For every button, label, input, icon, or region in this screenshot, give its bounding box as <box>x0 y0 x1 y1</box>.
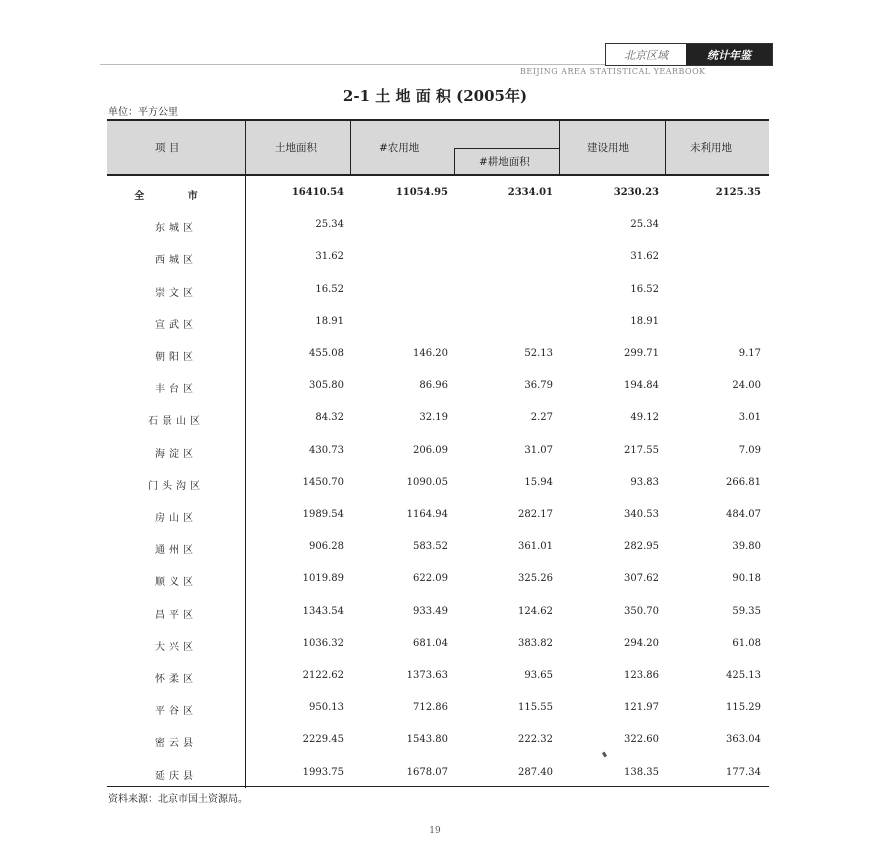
cell-land: 1993.75 <box>302 766 344 778</box>
cell-cons: 299.71 <box>624 348 659 359</box>
cell-arable: 325.26 <box>518 573 553 585</box>
table-row <box>107 661 769 693</box>
cell-land: 1343.54 <box>302 605 344 617</box>
cell-agri: 681.04 <box>413 637 448 649</box>
cell-agri: 1090.05 <box>406 476 448 488</box>
cell-land: 25.34 <box>315 219 344 231</box>
cell-cons: 217.55 <box>624 444 659 456</box>
cell-arable: 15.94 <box>524 476 553 488</box>
cell-agri: 1678.07 <box>406 766 448 778</box>
cell-land: 1450.70 <box>302 476 344 488</box>
cell-arable: 124.62 <box>518 605 553 617</box>
cell-unused: 61.08 <box>732 637 761 649</box>
cell-land: 2122.62 <box>302 670 344 681</box>
cell-agri: 1543.80 <box>406 734 448 746</box>
cell-unused: 3.01 <box>738 412 761 424</box>
cell-agri: 712.86 <box>413 702 448 714</box>
table-row <box>107 339 769 371</box>
cell-agri: 583.52 <box>413 541 448 553</box>
cell-arable: 361.01 <box>518 541 553 553</box>
cell-arable: 115.55 <box>518 702 553 714</box>
cell-unused: 2125.35 <box>715 187 761 198</box>
cell-agri: 1164.94 <box>406 509 448 520</box>
col-header-item: 项 目 <box>155 142 180 154</box>
header-divider <box>665 121 666 174</box>
cell-cons: 340.53 <box>624 509 659 520</box>
table-title: 2-1 土 地 面 积 (2005年) <box>342 87 528 105</box>
row-label: 顺义区 <box>155 577 197 589</box>
cell-land: 16410.54 <box>291 187 344 198</box>
row-label: 丰台区 <box>155 384 197 396</box>
row-label: 全 市 <box>134 191 218 202</box>
table-row <box>107 210 769 242</box>
cell-cons: 31.62 <box>630 251 659 263</box>
row-label: 西城区 <box>155 255 197 267</box>
table-row <box>107 532 769 564</box>
table-row <box>107 371 769 403</box>
cell-unused: 425.13 <box>726 670 761 681</box>
cell-cons: 123.86 <box>624 670 659 681</box>
table-row <box>107 725 769 757</box>
row-label: 怀柔区 <box>155 674 197 685</box>
header-rule <box>100 64 605 65</box>
cell-cons: 121.97 <box>624 702 659 714</box>
cell-arable: 93.65 <box>524 670 553 681</box>
cell-land: 1036.32 <box>302 637 344 649</box>
cell-cons: 194.84 <box>624 380 659 392</box>
cell-agri: 206.09 <box>413 444 448 456</box>
header-divider <box>559 121 560 174</box>
cell-land: 1989.54 <box>302 509 344 520</box>
cell-land: 31.62 <box>315 251 344 263</box>
yearbook-header-badge <box>605 43 773 66</box>
cell-cons: 25.34 <box>630 219 659 231</box>
cell-land: 430.73 <box>309 444 344 456</box>
source-note: 资料来源：北京市国土资源局。 <box>108 794 248 805</box>
col-header-construction: 建设用地 <box>587 142 629 154</box>
cell-unused: 59.35 <box>732 605 761 617</box>
cell-cons: 294.20 <box>624 637 659 649</box>
cell-arable: 36.79 <box>524 380 553 392</box>
cell-arable: 287.40 <box>518 766 553 778</box>
cell-arable: 31.07 <box>524 444 553 456</box>
cell-arable: 2.27 <box>530 412 553 424</box>
col-header-land-area: 土地面积 <box>275 142 317 154</box>
cell-cons: 18.91 <box>630 315 659 327</box>
col-header-unused: 未利用地 <box>690 142 732 154</box>
table-row <box>107 693 769 725</box>
table-row <box>107 307 769 339</box>
table-bottom-rule <box>107 786 769 787</box>
table-row <box>107 275 769 307</box>
cell-agri: 86.96 <box>419 380 448 392</box>
table-row <box>107 436 769 468</box>
col-header-arable: #耕地面积 <box>479 156 530 168</box>
row-label: 昌平区 <box>155 609 197 621</box>
header-divider <box>350 121 351 174</box>
land-area-table <box>107 119 769 782</box>
row-label: 崇文区 <box>155 287 197 299</box>
cell-cons: 282.95 <box>624 541 659 553</box>
row-label: 房山区 <box>155 513 197 524</box>
cell-land: 305.80 <box>309 380 344 392</box>
row-label: 海淀区 <box>155 448 197 460</box>
cell-unused: 39.80 <box>732 541 761 553</box>
cell-agri: 622.09 <box>413 573 448 585</box>
row-label: 宣武区 <box>155 319 197 331</box>
table-row <box>107 468 769 500</box>
cell-cons: 16.52 <box>630 283 659 295</box>
cell-agri: 146.20 <box>413 348 448 359</box>
cell-unused: 363.04 <box>726 734 761 746</box>
table-row-total <box>107 178 769 210</box>
cell-cons: 49.12 <box>630 412 659 424</box>
row-label: 延庆县 <box>155 770 197 782</box>
row-label: 东城区 <box>155 223 197 235</box>
col-header-agricultural: #农用地 <box>379 142 420 154</box>
cell-unused: 9.17 <box>738 348 761 359</box>
header-subtitle: BEIJING AREA STATISTICAL YEARBOOK <box>520 67 706 76</box>
cell-unused: 177.34 <box>726 766 761 778</box>
cell-land: 906.28 <box>309 541 344 553</box>
cell-unused: 484.07 <box>726 509 761 520</box>
cell-arable: 222.32 <box>518 734 553 746</box>
table-row <box>107 564 769 596</box>
header-divider <box>245 121 246 174</box>
cell-land: 18.91 <box>315 315 344 327</box>
table-header <box>107 119 769 176</box>
cell-agri: 32.19 <box>419 412 448 424</box>
cell-cons: 3230.23 <box>613 187 659 198</box>
header-right-label: 统计年鉴 <box>686 44 772 65</box>
table-row <box>107 242 769 274</box>
row-label: 通州区 <box>155 545 197 557</box>
cell-arable: 282.17 <box>518 509 553 520</box>
row-label: 朝阳区 <box>155 352 197 363</box>
cell-cons: 322.60 <box>624 734 659 746</box>
cell-land: 84.32 <box>315 412 344 424</box>
row-label: 大兴区 <box>155 641 197 653</box>
row-label: 密云县 <box>155 738 197 750</box>
row-label: 石景山区 <box>148 416 204 428</box>
table-row <box>107 758 769 790</box>
cell-unused: 24.00 <box>732 380 761 392</box>
cell-land: 950.13 <box>309 702 344 714</box>
cell-agri: 933.49 <box>413 605 448 617</box>
cell-land: 1019.89 <box>302 573 344 585</box>
header-divider <box>454 148 455 174</box>
table-row <box>107 629 769 661</box>
cell-arable: 52.13 <box>524 348 553 359</box>
cell-cons: 138.35 <box>624 766 659 778</box>
table-row <box>107 403 769 435</box>
cell-agri: 1373.63 <box>406 670 448 681</box>
table-row <box>107 500 769 532</box>
cell-arable: 383.82 <box>518 637 553 649</box>
header-left-label: 北京区域 <box>606 44 686 65</box>
cell-arable: 2334.01 <box>507 187 553 198</box>
row-label: 门头沟区 <box>148 480 204 492</box>
cell-unused: 90.18 <box>732 573 761 585</box>
row-label: 平谷区 <box>155 706 197 718</box>
cell-unused: 115.29 <box>726 702 761 714</box>
header-subdivider <box>454 148 559 149</box>
cell-agri: 11054.95 <box>395 187 448 198</box>
cell-unused: 266.81 <box>726 476 761 488</box>
cell-cons: 93.83 <box>630 476 659 488</box>
cell-unused: 7.09 <box>738 444 761 456</box>
page-number: 19 <box>429 826 441 836</box>
unit-label: 单位：平方公里 <box>108 107 178 118</box>
cell-cons: 307.62 <box>624 573 659 585</box>
table-row <box>107 597 769 629</box>
cell-land: 455.08 <box>309 348 344 359</box>
cell-cons: 350.70 <box>624 605 659 617</box>
cell-land: 16.52 <box>315 283 344 295</box>
cell-land: 2229.45 <box>302 734 344 746</box>
